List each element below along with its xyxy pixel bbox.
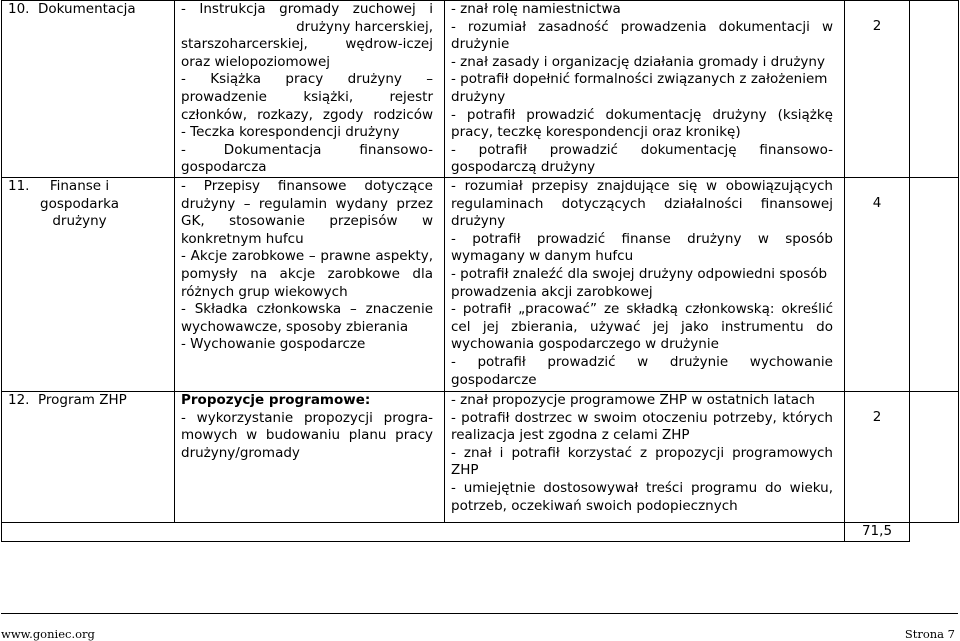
requirements-cell bbox=[445, 178, 845, 392]
requirement-line: - znał propozycje programowe ZHP w ostatnich latach bbox=[451, 392, 815, 408]
topic-name-line: drużyny bbox=[52, 213, 107, 230]
content-line: oraz wielopoziomowej bbox=[181, 53, 331, 70]
requirement-line: drużyny bbox=[451, 88, 506, 105]
table-row bbox=[2, 1, 959, 178]
requirement-line: wychowania gospodarczego w drużynie bbox=[451, 336, 719, 353]
content-line: konkretnym hufcu bbox=[181, 230, 304, 247]
content-line: starszoharcerskiej, wędrow-iczej bbox=[181, 36, 433, 53]
total-row bbox=[2, 523, 959, 542]
footer-page-number: Strona 7 bbox=[904, 627, 955, 641]
content-line: - Książka pracy drużyny – bbox=[181, 71, 433, 88]
topic-number: 10. bbox=[8, 1, 30, 17]
requirement-line: regulaminach dotyczących działalności finansowej bbox=[451, 195, 833, 212]
points-value: 4 bbox=[872, 195, 882, 211]
requirement-line: - potrafił dostrzec w swoim otoczeniu potrzeby, których bbox=[451, 409, 833, 426]
requirement-line: ZHP bbox=[451, 462, 479, 479]
requirement-line: gospodarcze bbox=[451, 371, 537, 388]
content-cell bbox=[175, 1, 445, 178]
content-line: drużyny – regulamin wydany przez bbox=[181, 195, 433, 212]
content-line: Propozycje programowe: bbox=[181, 392, 371, 408]
content-cell bbox=[175, 392, 445, 523]
content-line: drużyny/gromady bbox=[181, 444, 300, 461]
requirement-line: - umiejętnie dostosowywał treści programu do wieku, bbox=[451, 479, 833, 496]
topic-cell bbox=[2, 178, 175, 392]
requirement-line: - znał i potrafił korzystać z propozycji programowych bbox=[451, 444, 833, 461]
content-line: mowych w budowaniu planu pracy bbox=[181, 427, 433, 444]
footer-website[interactable]: www.goniec.org bbox=[1, 627, 95, 641]
content-line: - Wychowanie gospodarcze bbox=[181, 336, 366, 353]
topic-name-line: gospodarka bbox=[40, 195, 119, 212]
empty-cell bbox=[910, 1, 959, 178]
content-line: pomysły na akcje zarobkowe dla bbox=[181, 265, 433, 282]
content-line: - Składka członkowska – znaczenie bbox=[181, 301, 433, 318]
empty-cell bbox=[910, 523, 959, 542]
content-line: wychowawcze, sposoby zbierania bbox=[181, 318, 409, 335]
requirement-line: - potrafił prowadzić w drużynie wychowanie bbox=[451, 353, 833, 370]
requirement-line: drużynie bbox=[451, 36, 510, 53]
content-line: - Teczka korespondencji drużyny bbox=[181, 124, 400, 141]
requirement-line: cel jej zbierania, używać jej jako instrumentu do bbox=[451, 318, 833, 335]
total-value: 71,5 bbox=[861, 523, 893, 539]
empty-cell bbox=[910, 178, 959, 392]
requirement-line: - potrafił „pracować” ze składką członkowską: określić bbox=[451, 301, 833, 318]
requirement-line: prowadzenia akcji zarobkowej bbox=[451, 283, 653, 300]
content-line: drużyny harcerskiej, bbox=[296, 18, 433, 35]
total-spacer bbox=[2, 523, 845, 542]
requirement-line: pracy, teczkę korespondencji oraz kronikę) bbox=[451, 124, 741, 141]
points-value: 2 bbox=[872, 18, 882, 34]
requirement-line: - potrafił znaleźć dla swojej drużyny odpowiedni sposób bbox=[451, 265, 828, 282]
requirement-line: drużyny bbox=[451, 213, 506, 230]
content-line: - Przepisy finansowe dotyczące bbox=[181, 178, 433, 194]
topic-cell bbox=[2, 1, 175, 178]
content-line: różnych grup wiekowych bbox=[181, 283, 348, 300]
requirement-line: gospodarczą drużyny bbox=[451, 159, 596, 176]
requirement-line: - potrafił prowadzić dokumentację finansowo- bbox=[451, 141, 833, 158]
requirement-line: potrzeb, oczekiwań swoich podopiecznych bbox=[451, 497, 738, 514]
requirement-line: - znał zasady i organizację działania gromady i drużyny bbox=[451, 53, 825, 70]
requirement-line: wymagany w danym hufcu bbox=[451, 248, 634, 265]
requirement-line: - rozumiał zasadność prowadzenia dokumentacji w bbox=[451, 18, 833, 35]
requirement-line: - rozumiał przepisy znajdujące się w obowiązujących bbox=[451, 178, 833, 194]
total-cell bbox=[845, 523, 910, 542]
requirement-line: realizacja jest zgodna z celami ZHP bbox=[451, 427, 690, 444]
table-row bbox=[2, 178, 959, 392]
requirement-line: - potrafił prowadzić finanse drużyny w sposób bbox=[451, 230, 833, 247]
content-line: - wykorzystanie propozycji progra- bbox=[181, 409, 433, 426]
points-cell bbox=[845, 392, 910, 523]
content-line: gospodarcza bbox=[181, 159, 267, 176]
requirements-cell bbox=[445, 1, 845, 178]
curriculum-table bbox=[1, 0, 959, 542]
topic-number: 12. bbox=[8, 392, 30, 408]
content-line: prowadzenie książki, rejestr bbox=[181, 88, 433, 105]
content-cell bbox=[175, 178, 445, 392]
requirements-cell bbox=[445, 392, 845, 523]
content-line: - Akcje zarobkowe – prawne aspekty, bbox=[181, 248, 433, 265]
content-line: - Instrukcja gromady zuchowej i bbox=[181, 1, 433, 17]
table-row bbox=[2, 392, 959, 523]
topic-cell bbox=[2, 392, 175, 523]
topic-name: Dokumentacja bbox=[38, 1, 136, 17]
page-footer bbox=[1, 613, 958, 641]
empty-cell bbox=[910, 392, 959, 523]
content-line: - Dokumentacja finansowo- bbox=[181, 141, 433, 158]
points-cell bbox=[845, 1, 910, 178]
content-line: GK, stosowanie przepisów w bbox=[181, 213, 433, 230]
content-line: członków, rozkazy, zgody rodziców bbox=[181, 106, 433, 123]
points-value: 2 bbox=[872, 409, 882, 425]
requirement-line: - potrafił dopełnić formalności związanych z założeniem bbox=[451, 71, 828, 88]
points-cell bbox=[845, 178, 910, 392]
topic-name bbox=[37, 178, 122, 231]
requirement-line: - potrafił prowadzić dokumentację drużyny (książkę bbox=[451, 106, 833, 123]
topic-number: 11. bbox=[8, 178, 30, 194]
topic-name-line: Finanse i bbox=[49, 178, 110, 194]
requirement-line: - znał rolę namiestnictwa bbox=[451, 1, 621, 17]
topic-name: Program ZHP bbox=[38, 392, 127, 408]
